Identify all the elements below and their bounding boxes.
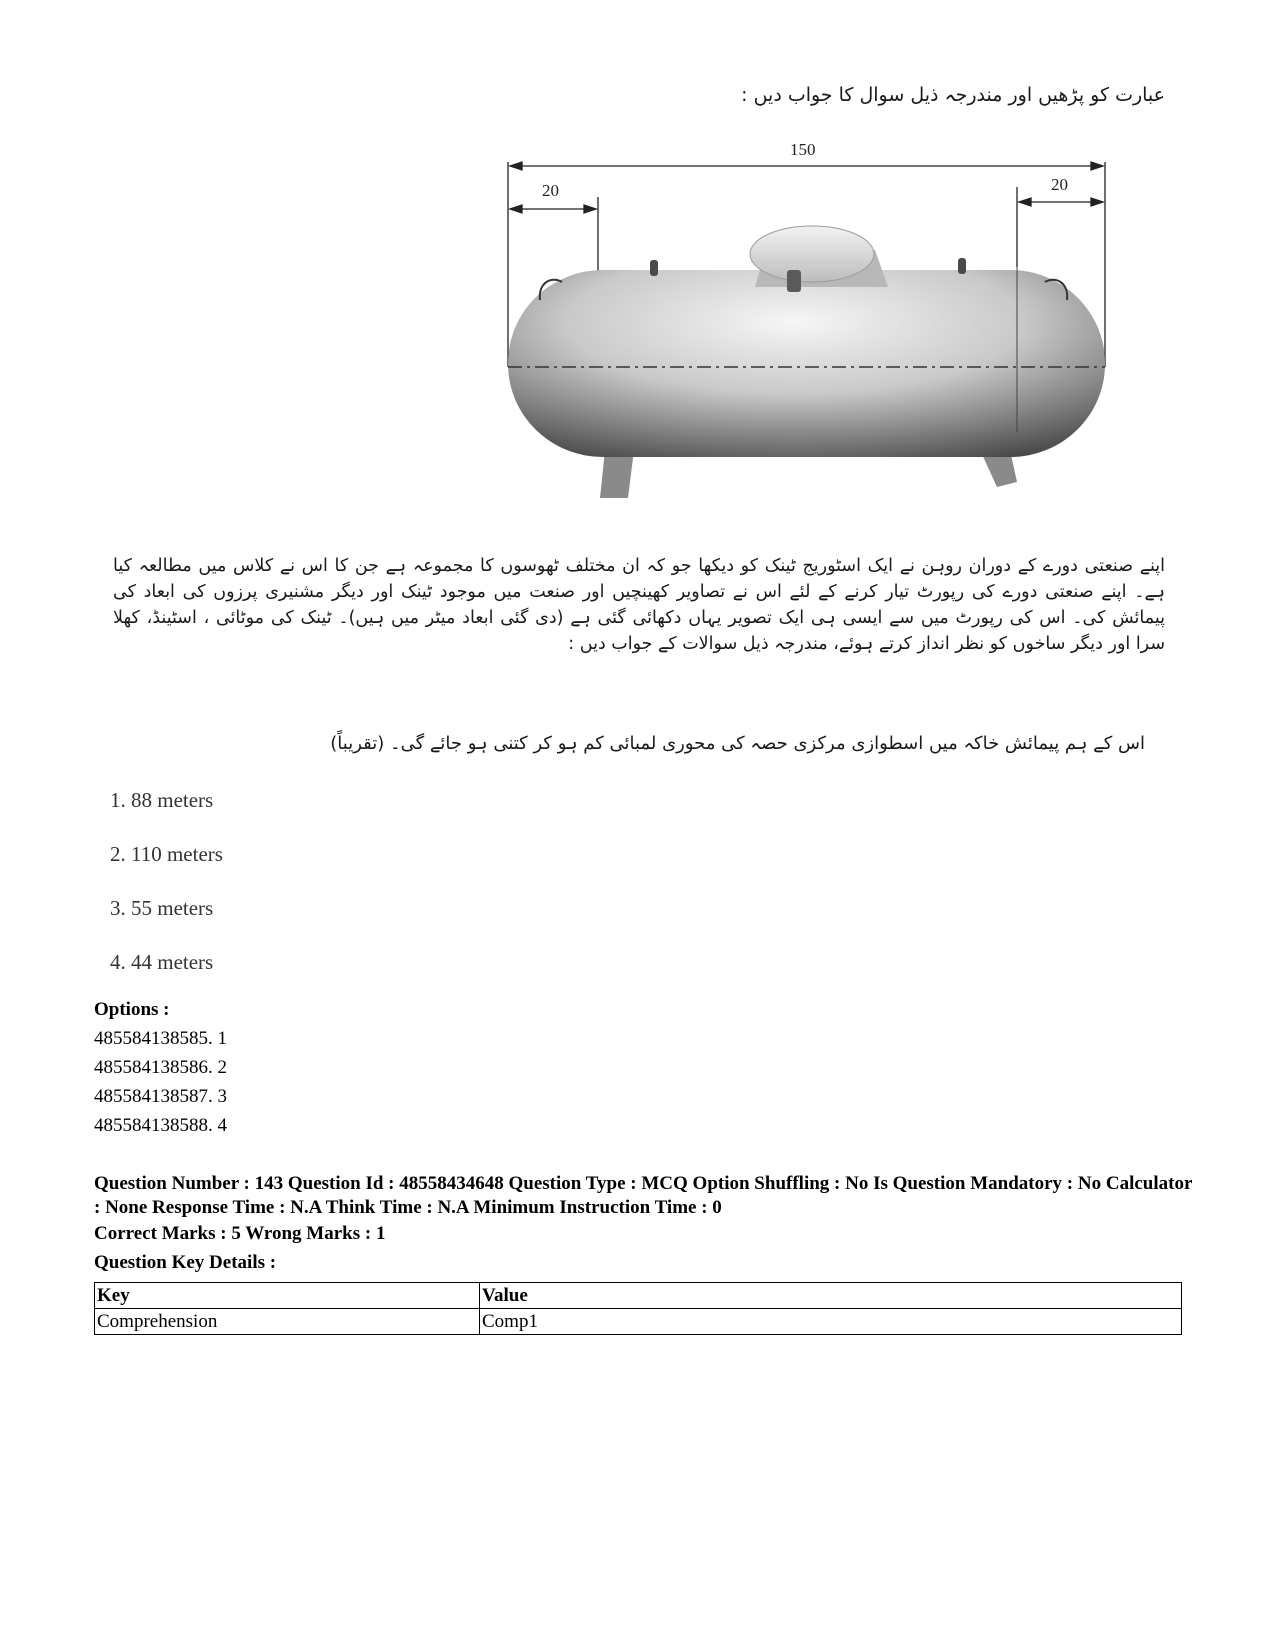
option-id: 485584138587. 3: [94, 1086, 227, 1107]
key-details-label: Question Key Details :: [94, 1252, 277, 1273]
options-block: [94, 995, 227, 1140]
tank-body: [508, 270, 1105, 457]
answer-choice: 3. 55 meters: [110, 896, 214, 920]
dim-left-label: 20: [542, 181, 559, 200]
answer-choice: 4. 44 meters: [110, 950, 214, 974]
comprehension-heading: عبارت کو پڑھیں اور مندرجہ ذیل سوال کا جواب دیں :: [741, 84, 1165, 106]
table-row: [95, 1309, 1182, 1335]
storage-tank-figure: [500, 132, 1165, 527]
dome-handle: [787, 270, 801, 292]
options-label: Options :: [94, 999, 170, 1020]
answer-choice: 1. 88 meters: [110, 788, 214, 812]
cell-value: Comp1: [480, 1309, 1182, 1335]
header-value: Value: [480, 1283, 1182, 1309]
marks-info: Correct Marks : 5 Wrong Marks : 1: [94, 1223, 386, 1244]
dim-total-label: 150: [790, 140, 816, 159]
question-text: اس کے ہم پیمائش خاکہ میں اسطوازی مرکزی حصہ کی محوری لمبائی کم ہو کر کتنی ہو جائے گی۔ (تقریباً): [330, 733, 1145, 754]
cell-key: Comprehension: [95, 1309, 480, 1335]
key-details-table: [94, 1282, 1182, 1335]
table-header-row: [95, 1283, 1182, 1309]
dim-right-label: 20: [1051, 175, 1068, 194]
header-key: Key: [95, 1283, 480, 1309]
answer-choice: 2. 110 meters: [110, 842, 223, 866]
answer-choices: [110, 787, 223, 1003]
tank-dome: [750, 226, 874, 282]
comprehension-passage: اپنے صنعتی دورے کے دوران روہن نے ایک اسٹوریج ٹینک کو دیکھا جو کہ ان مختلف ٹھوسوں کا مجموعہ ہے جن کا اس نے کلاس میں مطالعہ کیا ہے۔ اپنے صنعتی دورے کی رپورٹ تیار کرنے کے لئے اس نے تصاویر کھینچیں اور صنعت میں موجود ٹینک اور دیگر مشنیری پرزوں کی ابعاد کی پیمائش کی۔ اس کی رپورٹ میں سے ایسی ہی ایک تصویر یہاں دکھائی گئی ہے (دی گئی ابعاد میٹر میں ہیں)۔ ٹینک کی موٹائی ، اسٹینڈ، کھلا سرا اور دیگر ساخوں کو نظر انداز کرتے ہوئے، مندرجہ ذیل سوالات کے جواب دیں :: [113, 556, 1165, 654]
tank-stands: [600, 450, 1017, 498]
question-meta: Question Number : 143 Question Id : 48558434648 Question Type : MCQ Option Shuffling : No Is Question Mandatory : No Calculator : None Response Time : N.A Think Time : N.A Minimum Instruction Time : 0: [94, 1173, 1193, 1218]
option-id: 485584138585. 1: [94, 1028, 227, 1049]
option-id: 485584138588. 4: [94, 1115, 227, 1136]
option-id: 485584138586. 2: [94, 1057, 227, 1078]
